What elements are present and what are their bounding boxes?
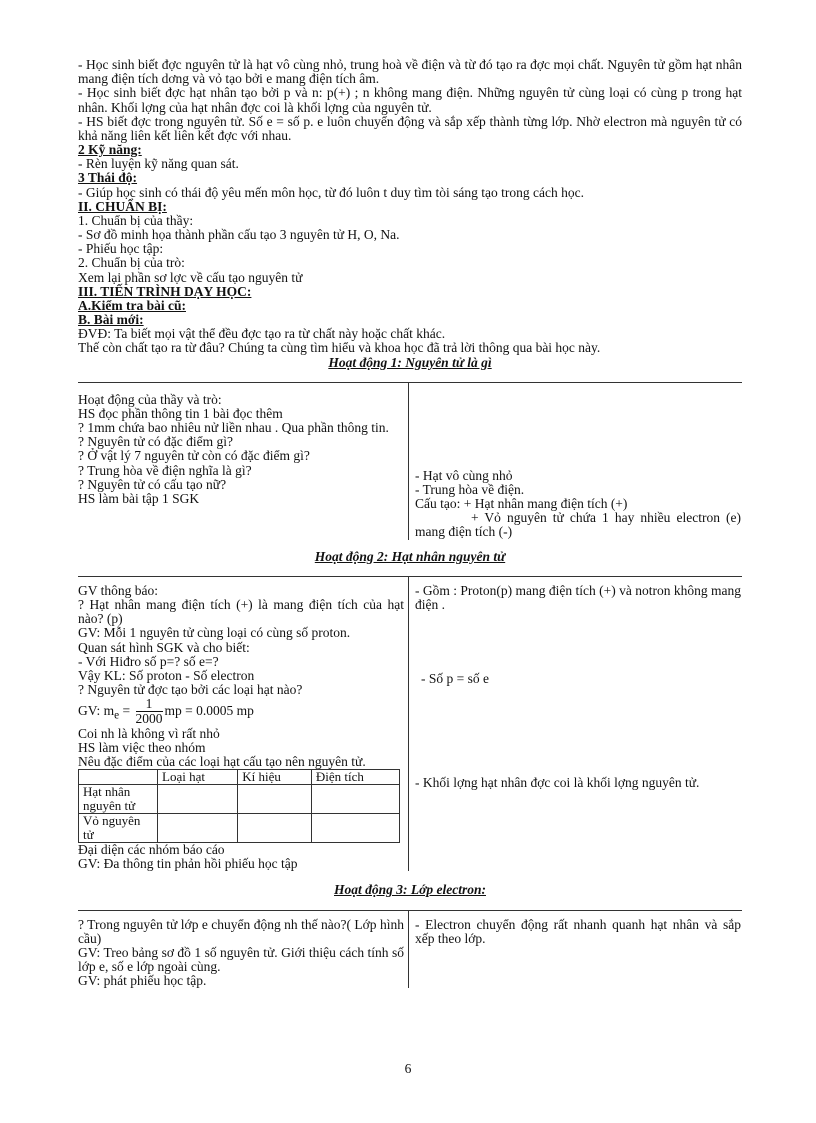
act2-right-line: - Khối lợng hạt nhân đợc coi là khối lợng nguyên tử. bbox=[415, 775, 700, 791]
fraction: $\frac{1}{2000}$ bbox=[135, 696, 163, 727]
activity-3-right bbox=[409, 911, 741, 989]
table-cell bbox=[238, 785, 312, 814]
act1-left-line: ? Ở vật lý 7 nguyên tử còn có đặc điểm gì? bbox=[78, 448, 310, 464]
objective-knowledge-3: - HS biết đợc trong nguyên tử. Số e = số p. e luôn chuyển động và sắp xếp thành từng lớp. Nhờ electron mà nguyên tử có khả năng liên kết liên kết đợc với nhau. bbox=[78, 113, 742, 143]
mass-equation: GV: $m_e$ = $\frac{1}{2000}$ mp = 0.0005 mp bbox=[78, 696, 254, 727]
act1-right-line: - Trung hòa về điện. bbox=[415, 481, 525, 497]
table-header: Điện tích bbox=[311, 770, 399, 785]
act1-right-line: Cấu tạo: + Hạt nhân mang điện tích (+) bbox=[415, 496, 628, 512]
heading-attitude: 3 Thái độ: bbox=[78, 170, 138, 186]
prep-student-item: Xem lại phần sơ lợc về cấu tạo nguyên tử bbox=[78, 269, 303, 285]
act2-left-line: - Với Hiđro số p=? số e=? bbox=[78, 653, 219, 669]
act2-left-line: Vậy KL: Số proton - Số electron bbox=[78, 667, 255, 683]
table-cell bbox=[238, 814, 312, 843]
act1-left-line: ? 1mm chứa bao nhiêu nử liền nhau . Qua phần thông tin. bbox=[78, 420, 389, 436]
table-header-row bbox=[79, 770, 400, 785]
activity-3-left bbox=[78, 911, 409, 989]
activity-2-left bbox=[78, 577, 409, 872]
activity-3-table bbox=[78, 910, 742, 989]
table-header bbox=[79, 770, 158, 785]
act3-left-line: GV: Treo bảng sơ đồ 1 số nguyên tử. Giới thiệu cách tính số lớp e, số e lớp ngoài cùng. bbox=[78, 944, 404, 975]
intro-problem-1: ĐVĐ: Ta biết mọi vật thể đều đợc tạo ra từ chất này hoặc chất khác. bbox=[78, 326, 446, 342]
act2-left-line: GV thông báo: bbox=[78, 582, 158, 598]
act3-left-line: ? Trong nguyên tử lớp e chuyển động nh thế nào?( Lớp hình cầu) bbox=[78, 916, 404, 946]
objective-knowledge-1: - Học sinh biết đợc nguyên tử là hạt vô cùng nhỏ, trung hoà về điện và từ đó tạo ra đợc mọi chất. Nguyên tử gồm hạt nhân mang điện tích dơng và vỏ tạo bởi e mang điện tích âm. bbox=[78, 57, 742, 87]
skills-text: - Rèn luyện kỹ năng quan sát. bbox=[78, 156, 239, 172]
table-cell bbox=[158, 785, 238, 814]
act1-left-line: ? Trung hòa về điện nghĩa là gì? bbox=[78, 462, 252, 478]
act2-right-line: - Số p = số e bbox=[421, 671, 489, 687]
prep-teacher-item-2: - Phiếu học tập: bbox=[78, 241, 164, 257]
act1-left-line: ? Nguyên tử có cấu tạo nữ? bbox=[78, 476, 227, 492]
activity-3-title: Hoạt động 3: Lớp electron: bbox=[334, 882, 486, 898]
table-cell bbox=[311, 785, 399, 814]
heading-procedure: III. TIẾN TRÌNH DẠY HỌC: bbox=[78, 283, 252, 299]
act1-left-line: Hoạt động của thầy và trò: bbox=[78, 391, 222, 407]
act2-left-line: GV: Đa thông tin phản hồi phiếu học tập bbox=[78, 856, 298, 872]
act2-left-line: Đại diện các nhóm báo cáo bbox=[78, 842, 225, 858]
activity-2-title: Hoạt động 2: Hạt nhân nguyên tử bbox=[314, 548, 506, 564]
table-header: Kí hiệu bbox=[238, 770, 312, 785]
act3-right-line: - Electron chuyển động rất nhanh quanh hạt nhân và sắp xếp theo lớp. bbox=[415, 916, 741, 946]
intro-problem-2: Thế còn chất tạo ra từ đâu? Chúng ta cùng tìm hiểu và khoa học đã trả lời thông qua bài học này. bbox=[78, 340, 601, 356]
act2-left-line: Quan sát hình SGK và cho biết: bbox=[78, 639, 250, 655]
act3-left-line: GV: phát phiếu học tập. bbox=[78, 973, 207, 989]
activity-1-table bbox=[78, 382, 742, 540]
document-page bbox=[78, 58, 742, 988]
activity-2-right bbox=[409, 577, 741, 872]
prep-teacher-title: 1. Chuẩn bị của thầy: bbox=[78, 212, 194, 228]
heading-review: A.Kiểm tra bài cũ: bbox=[78, 297, 186, 313]
heading-skills: 2 Kỹ năng: bbox=[78, 142, 142, 158]
act1-left-line: ? Nguyên tử có đặc điểm gì? bbox=[78, 434, 234, 450]
table-header: Loại hạt bbox=[158, 770, 238, 785]
table-row bbox=[79, 785, 400, 814]
act2-right-line: - Gồm : Proton(p) mang điện tích (+) và notron không mang điện . bbox=[415, 582, 741, 612]
prep-teacher-item-1: - Sơ đồ minh họa thành phần cấu tạo 3 nguyên tử H, O, Na. bbox=[78, 227, 400, 243]
act2-left-line: ? Hạt nhân mang điện tích (+) là mang điện tích của hạt nào? (p) bbox=[78, 596, 404, 627]
act1-right-line: + Vỏ nguyên tử chứa 1 hay nhiều electron (e) mang điện tích (-) bbox=[415, 510, 741, 540]
heading-preparation: II. CHUẨN BỊ: bbox=[78, 198, 167, 214]
table-cell bbox=[158, 814, 238, 843]
activity-1-left bbox=[78, 383, 409, 540]
attitude-text: - Giúp học sinh có thái độ yêu mến môn học, từ đó luôn t duy tìm tòi sáng tạo trong cách học. bbox=[78, 184, 584, 200]
act2-left-line: GV: Mỗi 1 nguyên tử cùng loại có cùng số proton. bbox=[78, 625, 351, 641]
activity-1-title: Hoạt động 1: Nguyên tử là gì bbox=[328, 354, 492, 370]
objective-knowledge-2: - Học sinh biết đợc hạt nhân tạo bởi p và n: p(+) ; n không mang điện. Những nguyên tử cùng loại có cùng p trong hạt nhân. Khối lợng của hạt nhân đợc coi là khối lợng của nguyên tử. bbox=[78, 85, 742, 115]
table-cell: Vỏ nguyên tử bbox=[79, 814, 158, 843]
act2-left-line: Nêu đặc điểm của các loại hạt cấu tạo nên nguyên tử. bbox=[78, 753, 366, 769]
page-number: 6 bbox=[404, 1061, 412, 1076]
act2-left-line: ? Nguyên tử đợc tạo bởi các loại hạt nào? bbox=[78, 682, 303, 698]
particle-table bbox=[78, 769, 400, 843]
activity-2-table bbox=[78, 576, 742, 872]
act2-left-line: HS làm việc theo nhóm bbox=[78, 739, 206, 755]
activity-1-right bbox=[409, 383, 741, 540]
heading-new-lesson: B. Bài mới: bbox=[78, 312, 144, 328]
act1-right-line: - Hạt vô cùng nhỏ bbox=[415, 467, 513, 483]
table-cell: Hạt nhân nguyên tử bbox=[79, 785, 158, 814]
table-cell bbox=[311, 814, 399, 843]
table-row bbox=[79, 814, 400, 843]
prep-student-title: 2. Chuẩn bị của trò: bbox=[78, 255, 185, 271]
act2-left-line: Coi nh là không vì rất nhỏ bbox=[78, 725, 220, 741]
act1-left-line: HS đọc phần thông tin 1 bài đọc thêm bbox=[78, 405, 283, 421]
act1-left-line: HS làm bài tập 1 SGK bbox=[78, 490, 200, 506]
